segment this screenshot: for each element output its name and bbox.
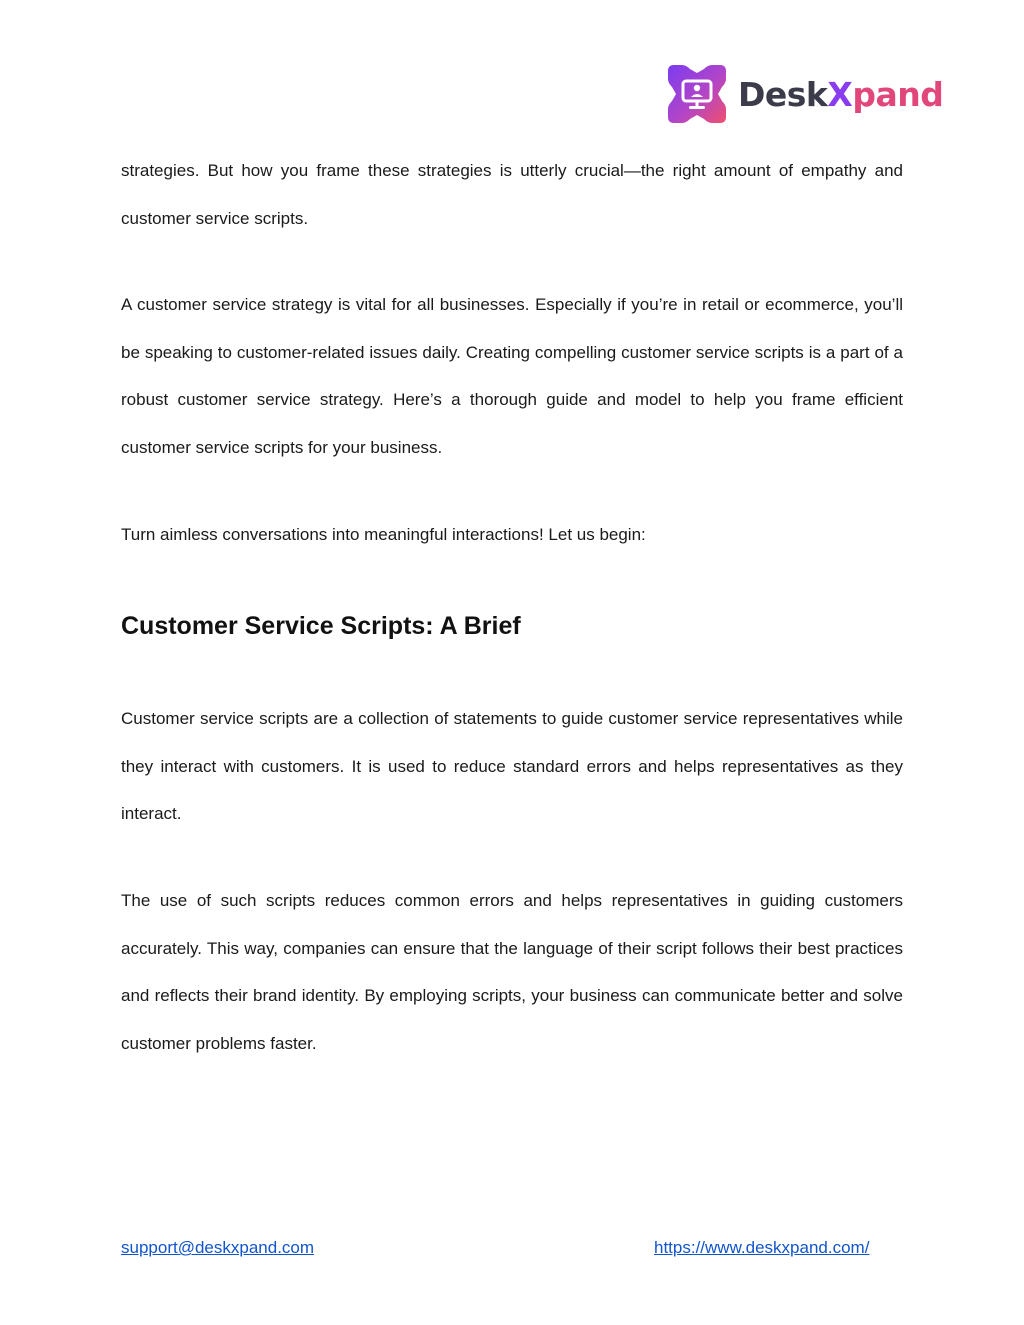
paragraph-strategy — [121, 281, 903, 471]
paragraph-definition — [121, 695, 903, 838]
monitor-person-icon — [664, 61, 730, 127]
body-paragraph: Turn aimless conversations into meaningful interactions! Let us begin: — [121, 525, 646, 544]
body-paragraph: Customer service scripts are a collection of statements to guide customer service representatives while they interact with customers. It is used to reduce standard errors and helps representatives as they interact. — [121, 709, 903, 823]
website-link[interactable]: https://www.deskxpand.com/ — [654, 1238, 870, 1257]
paragraph-call-to-action — [121, 511, 903, 559]
body-paragraph: A customer service strategy is vital for all businesses. Especially if you’re in retail or ecommerce, you’ll be speaking to customer-related issues daily. Creating compelling customer service scripts is a part of a robust customer service strategy. Here’s a thorough guide and model to help you frame efficient customer service scripts for your business. — [121, 295, 903, 457]
support-email-link[interactable]: support@deskxpand.com — [121, 1238, 315, 1257]
body-paragraph: The use of such scripts reduces common errors and helps representatives in guiding customers accurately. This way, companies can ensure that the language of their script follows their best practices and reflects their brand identity. By employing scripts, your business can communicate better and solve customer problems faster. — [121, 891, 903, 1053]
paragraph-intro-continuation — [121, 147, 903, 242]
brand-wordmark: DeskXpand — [738, 74, 944, 114]
body-paragraph: strategies. But how you frame these strategies is utterly crucial—the right amount of empathy and customer service scripts. — [121, 161, 903, 228]
paragraph-benefits — [121, 877, 903, 1067]
section-heading: Customer Service Scripts: A Brief — [121, 612, 521, 640]
brand-logo — [664, 60, 943, 128]
